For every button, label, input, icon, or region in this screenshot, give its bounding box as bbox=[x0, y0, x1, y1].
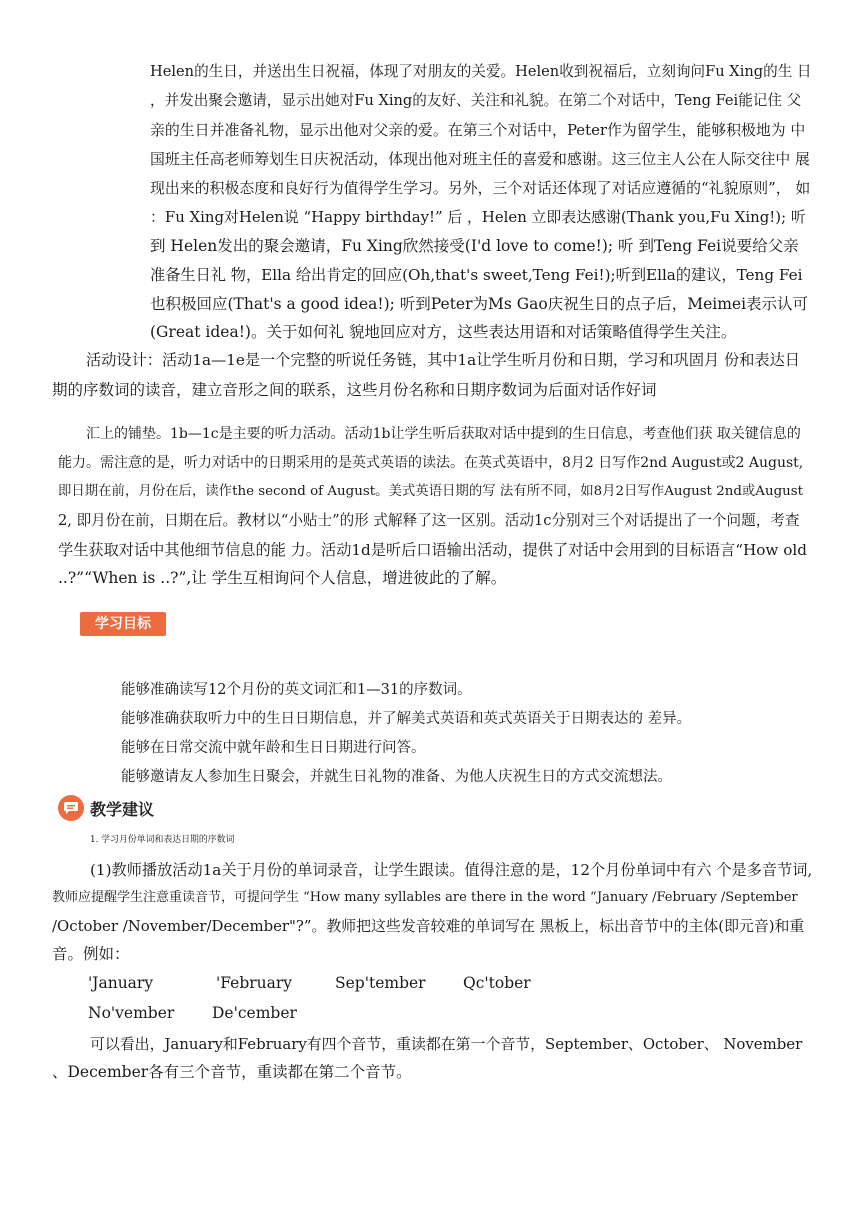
suggestion-line: (1)教师播放活动1a关于月份的单词录音，让学生跟读。值得注意的是，12个月份单词中有六 个是多音节词, bbox=[90, 861, 813, 879]
stress-word: Sep'tember bbox=[335, 974, 426, 992]
overview-line: 准备生日礼 物，Ella 给出肯定的回应(Oh,that's sweet,Teng Fei!);听到Ella的建议，Teng Fei bbox=[150, 266, 803, 284]
stress-word: 'January bbox=[88, 974, 154, 992]
goal-item: 能够在日常交流中就年龄和生日日期进行问答。 bbox=[121, 740, 426, 756]
overview-line: 亲的生日并准备礼物，显示出他对父亲的爱。在第三个对话中，Peter作为留学生，能够积极地为 中 bbox=[150, 121, 806, 139]
activity-line: 即日期在前，月份在后，读作the second of August。美式英语日期的写 法有所不同，如8月2日写作August 2nd或August bbox=[58, 484, 804, 499]
activity-line: 期的序数词的读音，建立音形之间的联系，这些月份名称和日期序数词为后面对话作好词 bbox=[52, 381, 657, 399]
closing-line: 、December各有三个音节，重读都在第二个音节。 bbox=[52, 1063, 412, 1081]
activity-line: 学生获取对话中其他细节信息的能 力。活动1d是听后口语输出活动，提供了对话中会用到的目标语言“How old bbox=[58, 541, 807, 559]
chat-bubble-icon bbox=[58, 795, 84, 821]
overview-line: 也积极回应(That's a good idea!); 听到Peter为Ms Gao庆祝生日的点子后，Meimei表示认可 bbox=[150, 295, 809, 313]
overview-line: Helen的生日，并送出生日祝福，体现了对朋友的关爱。Helen收到祝福后，立刻询问Fu Xing的生 日 bbox=[150, 63, 812, 80]
overview-line: (Great idea!)。关于如何礼 貌地回应对方，这些表达用语和对话策略值得学生关注。 bbox=[150, 323, 737, 341]
stress-word: De'cember bbox=[212, 1004, 297, 1022]
suggestion-heading: 1. 学习月份单词和表达日期的序数词 bbox=[90, 835, 235, 845]
overview-line: ：Fu Xing对Helen说 “Happy birthday!” 后 ，Helen 立即表达感谢(Thank you,Fu Xing!); 听 bbox=[150, 208, 806, 226]
overview-line: 现出来的积极态度和良好行为值得学生学习。另外，三个对话还体现了对话应遵循的“礼貌原则”， 如 bbox=[150, 179, 811, 197]
teaching-suggestions-header bbox=[58, 795, 154, 821]
activity-line: ..?”“When is ..?”,让 学生互相询问个人信息，增进彼此的了解。 bbox=[58, 569, 507, 587]
overview-line: ，并发出聚会邀请，显示出她对Fu Xing的友好、关注和礼貌。在第二个对话中，Teng Fei能记住 父 bbox=[150, 92, 802, 109]
activity-line: 2, 即月份在前，日期在后。教材以“小贴士”的形 式解释了这一区别。活动1c分别对三个对话提出了一个问题，考查 bbox=[58, 512, 800, 529]
closing-line: 可以看出，January和February有四个音节，重读都在第一个音节，September、October、 November bbox=[90, 1035, 803, 1053]
teaching-suggestions-title: 教学建议 bbox=[90, 799, 155, 819]
goal-item: 能够准确读写12个月份的英文词汇和1—31的序数词。 bbox=[121, 682, 472, 698]
stress-word: 'February bbox=[216, 974, 293, 992]
activity-line: 能力。需注意的是，听力对话中的日期采用的是英式英语的读法。在英式英语中，8月2 日写作2nd August或2 August, bbox=[58, 455, 804, 471]
goal-item: 能够邀请友人参加生日聚会，并就生日礼物的准备、为他人庆祝生日的方式交流想法。 bbox=[121, 769, 672, 785]
stress-word: No'vember bbox=[88, 1004, 175, 1022]
goal-item: 能够准确获取听力中的生日日期信息，并了解美式英语和英式英语关于日期表达的 差异。 bbox=[121, 711, 692, 727]
stress-word: Qc'tober bbox=[463, 974, 531, 992]
suggestion-line: 音。例如： bbox=[52, 945, 130, 963]
learning-goals-tag: 学习目标 bbox=[80, 612, 166, 636]
suggestion-line: /October /November/December"?”。教师把这些发音较难的单词写在 黑板上，标出音节中的主体(即元音)和重 bbox=[52, 917, 805, 935]
overview-line: 到 Helen发出的聚会邀请，Fu Xing欣然接受(I'd love to come!); 听 到Teng Fei说要给父亲 bbox=[150, 237, 799, 255]
activity-line: 汇上的铺垫。1b—1c是主要的听力活动。活动1b让学生听后获取对话中提到的生日信息，考查他们获 取关键信息的 bbox=[86, 426, 801, 442]
overview-line: 国班主任高老师筹划生日庆祝活动，体现出他对班主任的喜爱和感谢。这三位主人公在人际交往中 展 bbox=[150, 150, 810, 168]
suggestion-line: 教师应提醒学生注意重读音节，可提问学生 “How many syllables are there in the word “January /February /September bbox=[52, 890, 798, 905]
activity-line: 活动设计：活动1a—1e是一个完整的听说任务链，其中1a让学生听月份和日期，学习和巩固月 份和表达日 bbox=[86, 351, 800, 369]
